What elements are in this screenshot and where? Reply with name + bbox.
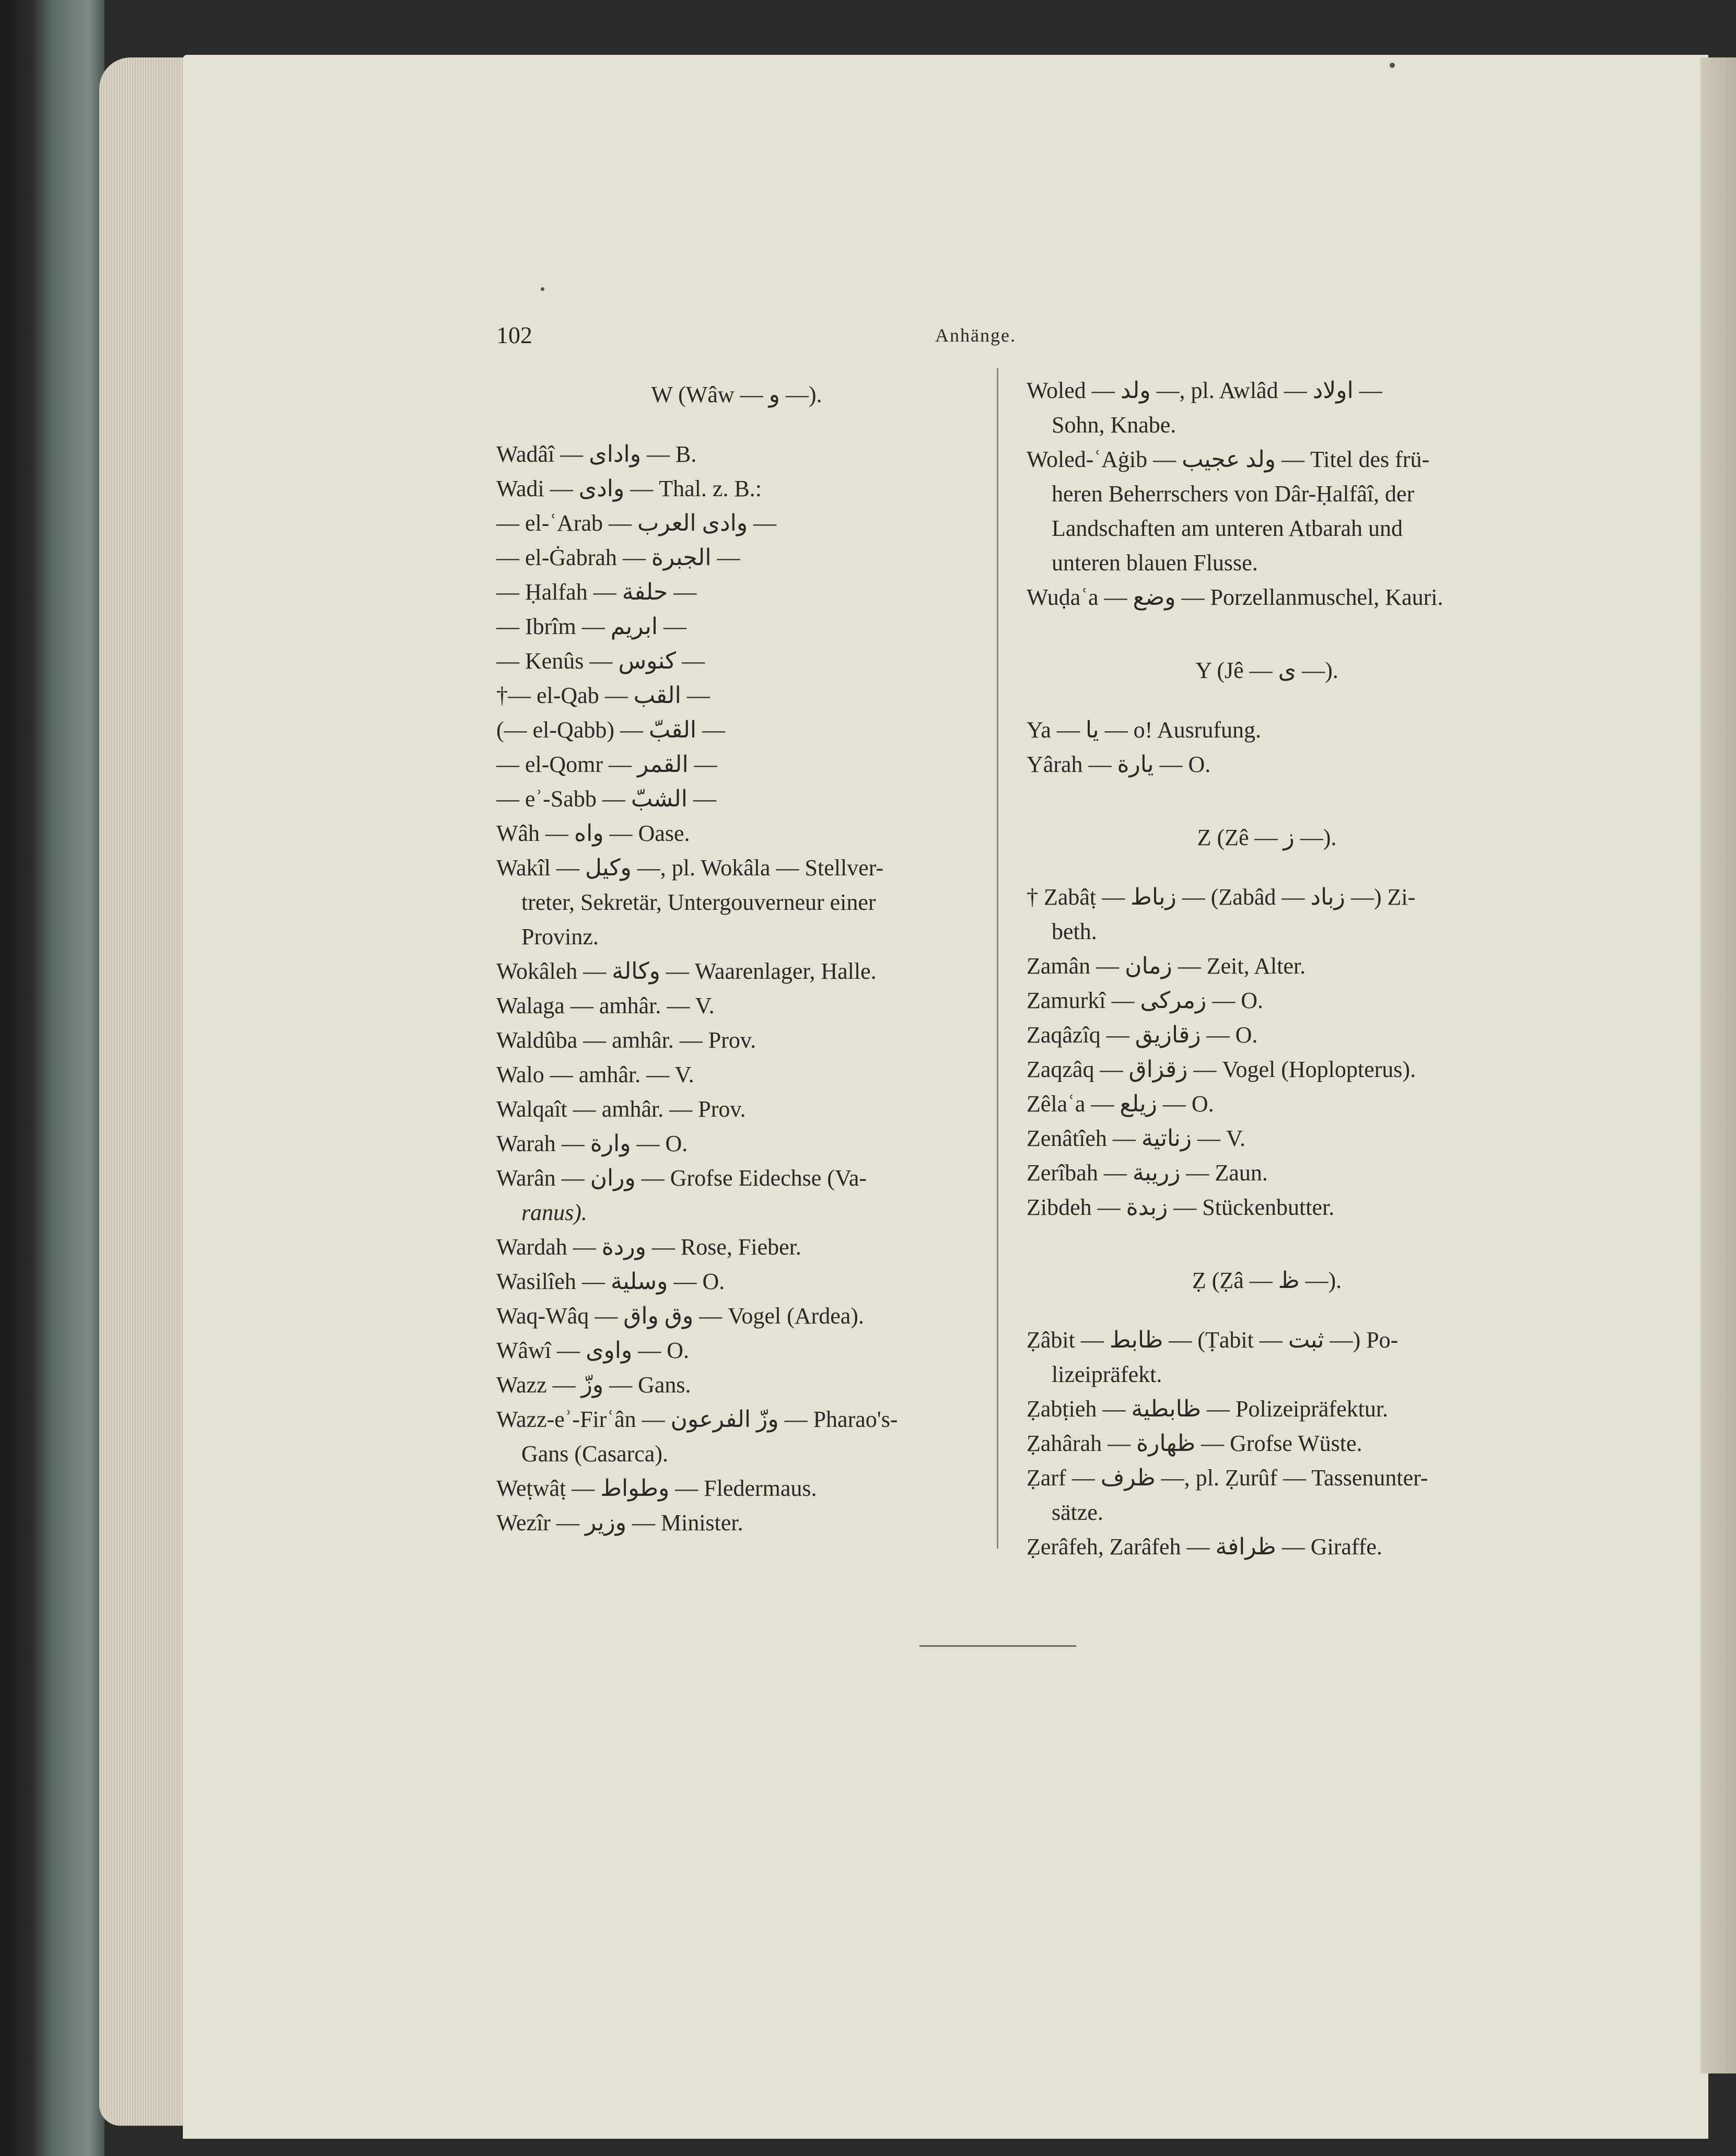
right-column bbox=[1027, 373, 1507, 1560]
glossary-entry: — el-ʿArab — وادی العرب — bbox=[496, 510, 777, 536]
glossary-entry: Wadâî — وادای — B. bbox=[496, 441, 697, 467]
glossary-entry-continuation: Gans (Casarca). bbox=[521, 1441, 668, 1467]
page-number: 102 bbox=[496, 322, 532, 348]
glossary-entry: †— el-Qab — القب — bbox=[496, 683, 710, 708]
glossary-entry: Ẓarf — ظرف —, pl. Ẓurûf — Tassenunter- bbox=[1027, 1465, 1428, 1491]
glossary-entry: Waldûba — amhâr. — Prov. bbox=[496, 1027, 756, 1053]
glossary-entry: Wazz — وزّ — Gans. bbox=[496, 1372, 691, 1398]
column-divider bbox=[997, 368, 998, 1549]
glossary-entry-continuation: heren Beherrschers von Dâr-Ḥalfâî, der bbox=[1052, 481, 1415, 507]
glossary-entry: Wokâleh — وكالة — Waarenlager, Halle. bbox=[496, 958, 877, 984]
page-header bbox=[496, 321, 1081, 353]
glossary-entry: Walo — amhâr. — V. bbox=[496, 1062, 694, 1087]
glossary-entry: Ẓerâfeh, Zarâfeh — ظرافة — Giraffe. bbox=[1027, 1534, 1382, 1560]
glossary-entry: Woled-ʿAġib — ولد عجيب — Titel des frü- bbox=[1027, 447, 1430, 472]
glossary-entry: Wâwî — واوی — O. bbox=[496, 1338, 690, 1363]
section-heading-y: Y (Jê — ی —). bbox=[1195, 658, 1338, 683]
paper-speck bbox=[541, 287, 544, 291]
glossary-entry: Zenâtîeh — زناتية — V. bbox=[1027, 1126, 1246, 1151]
glossary-entry: Ẓâbit — ظابط — (Ṭabit — ثبت —) Po- bbox=[1027, 1327, 1399, 1353]
section-heading-z: Z (Zê — ز —). bbox=[1197, 825, 1337, 850]
glossary-entry: Woled — ولد —, pl. Awlâd — اولاد — bbox=[1027, 378, 1382, 403]
glossary-entry: Yârah — يارة — O. bbox=[1027, 752, 1211, 777]
glossary-entry: Wardah — وردة — Rose, Fieber. bbox=[496, 1234, 801, 1260]
glossary-entry: Wuḍaʿa — وضع — Porzellanmuschel, Kauri. bbox=[1027, 584, 1443, 610]
glossary-entry: Wazz-eʾ-Firʿân — وزّ الفرعون — Pharao's- bbox=[496, 1407, 898, 1432]
glossary-entry: Waq-Wâq — وق واق — Vogel (Ardea). bbox=[496, 1303, 864, 1329]
glossary-entry: Ya — يا — o! Ausrufung. bbox=[1027, 717, 1261, 743]
next-page-edge bbox=[1700, 57, 1736, 2073]
glossary-entry-continuation: Provinz. bbox=[521, 924, 599, 950]
glossary-entry-continuation: unteren blauen Flusse. bbox=[1052, 550, 1258, 576]
glossary-entry: Wasilîeh — وسلية — O. bbox=[496, 1269, 725, 1294]
glossary-entry-continuation: lizeipräfekt. bbox=[1052, 1362, 1162, 1387]
glossary-entry: Zibdeh — زبدة — Stückenbutter. bbox=[1027, 1194, 1335, 1220]
glossary-entry: — el-Ġabrah — الجبرة — bbox=[496, 545, 740, 570]
glossary-entry: Zêlaʿa — زيلع — O. bbox=[1027, 1091, 1214, 1117]
left-column bbox=[496, 373, 977, 1549]
glossary-entry: Weṭwâṭ — وطواط — Fledermaus. bbox=[496, 1475, 817, 1501]
glossary-entry-continuation: Sohn, Knabe. bbox=[1052, 412, 1176, 438]
glossary-entry: † Zabâṭ — زباط — (Zabâd — زباد —) Zi- bbox=[1027, 884, 1416, 910]
glossary-entry: Ẓahârah — ظهارة — Grofse Wüste. bbox=[1027, 1431, 1362, 1456]
glossary-entry-continuation: beth. bbox=[1052, 919, 1097, 944]
glossary-entry: Ẓabṭieh — ظابطية — Polizeipräfektur. bbox=[1027, 1396, 1389, 1422]
glossary-entry: Walqaît — amhâr. — Prov. bbox=[496, 1096, 746, 1122]
glossary-entry: Zamân — زمان — Zeit, Alter. bbox=[1027, 953, 1306, 979]
glossary-entry: Warân — وران — Grofse Eidechse (Va- bbox=[496, 1165, 867, 1191]
glossary-entry: Walaga — amhâr. — V. bbox=[496, 993, 715, 1018]
glossary-entry-continuation: ranus). bbox=[521, 1200, 587, 1225]
glossary-entry: — Ibrîm — ابريم — bbox=[496, 614, 687, 639]
glossary-entry: (— el-Qabb) — القبّ — bbox=[496, 717, 726, 743]
glossary-entry: Wâh — واه — Oase. bbox=[496, 821, 690, 846]
paper-speck bbox=[1390, 63, 1395, 68]
end-of-text-rule bbox=[919, 1645, 1076, 1647]
section-heading-w: W (Wâw — و —). bbox=[651, 382, 822, 407]
glossary-entry: — Ḥalfah — حلفة — bbox=[496, 579, 697, 605]
section-heading-za: Ẓ (Ẓâ — ظ —). bbox=[1192, 1268, 1342, 1293]
glossary-entry: — el-Qomr — القمر — bbox=[496, 752, 717, 777]
glossary-entry: Warah — وارة — O. bbox=[496, 1131, 688, 1156]
glossary-entry-continuation: Landschaften am unteren Atbarah und bbox=[1052, 515, 1403, 541]
glossary-entry: Zerîbah — زريبة — Zaun. bbox=[1027, 1160, 1268, 1186]
glossary-entry: Zamurkî — زمركی — O. bbox=[1027, 988, 1264, 1013]
book-spine bbox=[0, 0, 104, 2156]
glossary-entry: Zaqâzîq — زقازيق — O. bbox=[1027, 1022, 1258, 1048]
glossary-entry-continuation: treter, Sekretär, Untergouverneur einer bbox=[521, 889, 876, 915]
glossary-entry: Wezîr — وزير — Minister. bbox=[496, 1510, 743, 1536]
glossary-entry: Zaqzâq — زقزاق — Vogel (Hoplopterus). bbox=[1027, 1057, 1416, 1082]
glossary-entry: Wakîl — وكيل —, pl. Wokâla — Stellver- bbox=[496, 855, 884, 881]
glossary-entry: — eʾ-Sabb — الشبّ — bbox=[496, 786, 716, 812]
glossary-entry: — Kenûs — كنوس — bbox=[496, 648, 705, 674]
running-title: Anhänge. bbox=[935, 325, 1016, 346]
glossary-entry: Wadi — وادی — Thal. z. B.: bbox=[496, 476, 762, 501]
glossary-entry-continuation: sätze. bbox=[1052, 1499, 1103, 1525]
